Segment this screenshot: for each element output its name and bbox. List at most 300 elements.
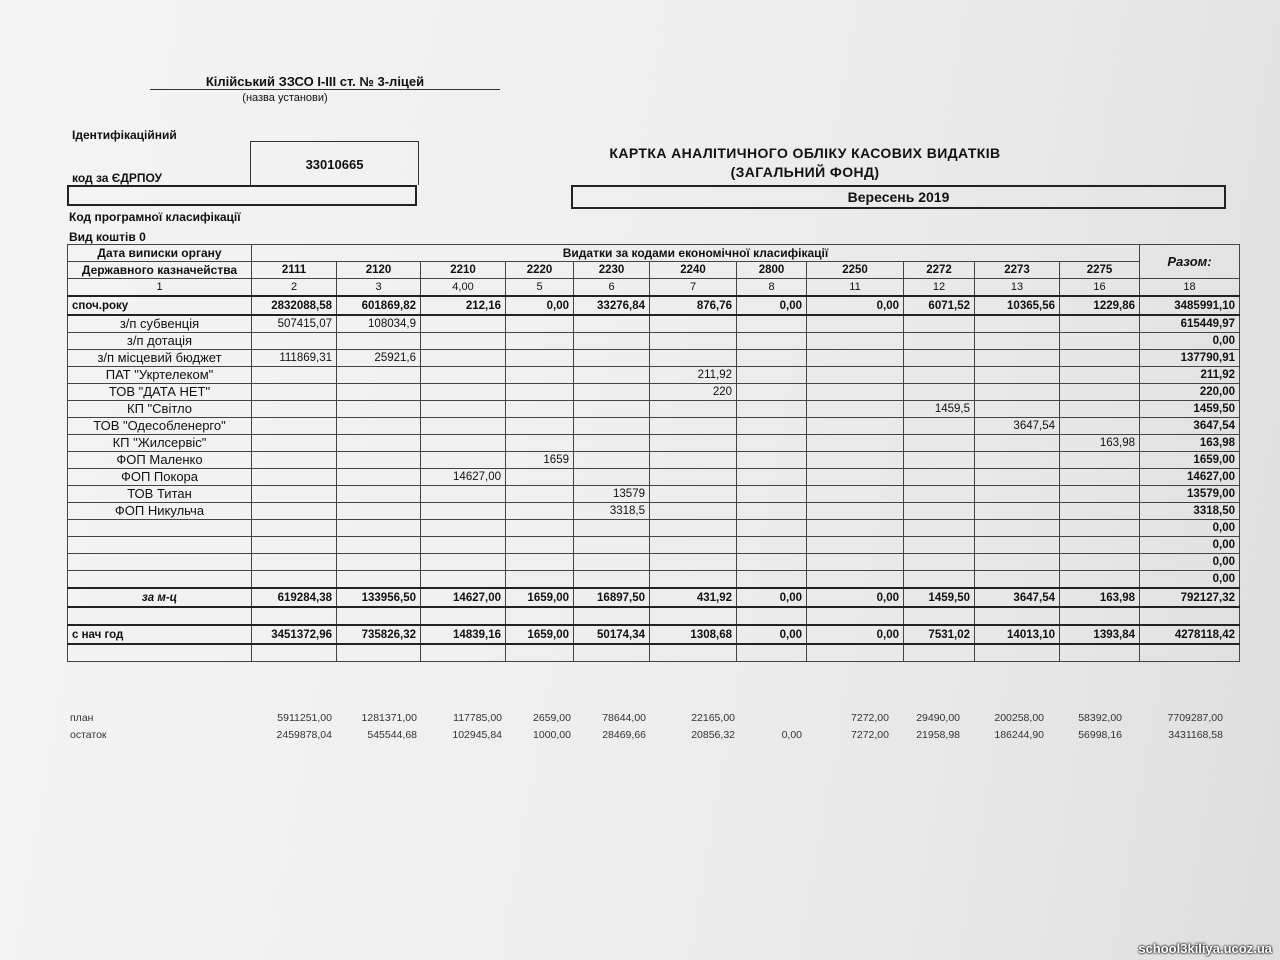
cell-value: 1459,50 <box>904 588 975 607</box>
cell-value <box>807 367 904 384</box>
cell-value <box>650 537 737 554</box>
table-row <box>68 350 1240 367</box>
table-row <box>68 469 1240 486</box>
plan-row-value: 29490,00 <box>916 712 960 724</box>
col-number: 7 <box>650 279 737 297</box>
cell-value <box>807 554 904 571</box>
cell-value <box>904 384 975 401</box>
row-label: ПАТ "Укртелеком" <box>68 367 252 384</box>
cell-value <box>574 367 650 384</box>
row-label: ФОП Никульча <box>68 503 252 520</box>
cell-value: 25921,6 <box>337 350 421 367</box>
institution-name: Кілійський ЗЗСО I-III ст. № 3-ліцей <box>205 74 425 89</box>
cell-value <box>904 469 975 486</box>
row-label: за м-ц <box>68 588 252 607</box>
remainder-row-value: 20856,32 <box>691 729 735 741</box>
table-row <box>68 435 1240 452</box>
col-number: 18 <box>1140 279 1240 297</box>
cell-value <box>975 315 1060 333</box>
cell-value: 2832088,58 <box>252 296 337 315</box>
cell-value <box>737 452 807 469</box>
cell-value <box>421 452 506 469</box>
col-number: 11 <box>807 279 904 297</box>
cell-value <box>421 520 506 537</box>
cell-value <box>807 571 904 589</box>
cell-value <box>252 520 337 537</box>
cell-value <box>737 367 807 384</box>
cell-value <box>421 315 506 333</box>
cell-value <box>506 469 574 486</box>
cell-value <box>337 333 421 350</box>
row-label <box>68 520 252 537</box>
cell-value <box>650 435 737 452</box>
remainder-row-value: 3431168,58 <box>1168 729 1223 741</box>
cell-value <box>737 571 807 589</box>
cell-value: 0,00 <box>1140 554 1240 571</box>
cell-value <box>506 571 574 589</box>
cell-value <box>737 503 807 520</box>
cell-value: 1459,50 <box>1140 401 1240 418</box>
code-header: 2111 <box>252 262 337 279</box>
row-label <box>68 571 252 589</box>
cell-value <box>337 384 421 401</box>
cell-value: 1393,84 <box>1060 625 1140 644</box>
cell-value <box>904 315 975 333</box>
table-row <box>68 571 1240 589</box>
cell-value <box>252 384 337 401</box>
cell-value <box>421 350 506 367</box>
row-label: з/п дотація <box>68 333 252 350</box>
program-label: Код програмної класифікації <box>69 210 241 224</box>
cell-value <box>574 537 650 554</box>
date-label-2: Державного казначейства <box>68 262 252 279</box>
cell-value: 211,92 <box>1140 367 1240 384</box>
cell-value: 3318,5 <box>574 503 650 520</box>
cell-value <box>252 452 337 469</box>
remainder-row-value: 545544,68 <box>367 729 417 741</box>
cell-value <box>904 367 975 384</box>
table-row <box>68 452 1240 469</box>
cell-value <box>421 537 506 554</box>
cell-value: 220,00 <box>1140 384 1240 401</box>
table-row <box>68 520 1240 537</box>
table-row <box>68 554 1240 571</box>
month-total-row <box>68 588 1240 607</box>
cell-value: 0,00 <box>1140 537 1240 554</box>
table-row <box>68 503 1240 520</box>
cell-value <box>574 401 650 418</box>
cell-value <box>506 503 574 520</box>
cell-value: 1659,00 <box>506 588 574 607</box>
cell-value <box>574 435 650 452</box>
cell-value: 601869,82 <box>337 296 421 315</box>
cell-value <box>807 469 904 486</box>
col-number: 13 <box>975 279 1060 297</box>
cell-value <box>904 486 975 503</box>
cell-value: 3318,50 <box>1140 503 1240 520</box>
remainder-row-value: 0,00 <box>781 729 802 741</box>
cell-value: 0,00 <box>1140 333 1240 350</box>
edrpou-code: 33010665 <box>250 141 419 185</box>
cell-value <box>807 537 904 554</box>
table-row <box>68 333 1240 350</box>
cell-value <box>807 503 904 520</box>
remainder-row-value: 2459878,04 <box>276 729 332 741</box>
remainder-row-value: 21958,98 <box>916 729 960 741</box>
plan-row-value: 58392,00 <box>1078 712 1122 724</box>
cell-value <box>252 401 337 418</box>
cell-value <box>252 571 337 589</box>
cell-value <box>904 435 975 452</box>
cell-value <box>421 554 506 571</box>
cell-value <box>506 520 574 537</box>
row-label: ТОВ Титан <box>68 486 252 503</box>
code-header: 2800 <box>737 262 807 279</box>
row-label: ФОП Покора <box>68 469 252 486</box>
cell-value <box>1060 418 1140 435</box>
cell-value <box>737 333 807 350</box>
cell-value <box>807 486 904 503</box>
date-label-1: Дата виписки органу <box>68 245 252 262</box>
table-row <box>68 384 1240 401</box>
code-header: 2220 <box>506 262 574 279</box>
cell-value <box>337 452 421 469</box>
cell-value <box>506 333 574 350</box>
cell-value: 163,98 <box>1060 435 1140 452</box>
cell-value <box>904 554 975 571</box>
cell-value <box>252 537 337 554</box>
row-label <box>68 554 252 571</box>
code-header: 2272 <box>904 262 975 279</box>
code-header: 2250 <box>807 262 904 279</box>
cell-value: 0,00 <box>737 588 807 607</box>
table-row <box>68 537 1240 554</box>
row-label: з/п субвенція <box>68 315 252 333</box>
cell-value <box>421 367 506 384</box>
cell-value <box>574 554 650 571</box>
plan-row-value: 78644,00 <box>602 712 646 724</box>
cell-value <box>975 452 1060 469</box>
cell-value: 0,00 <box>807 296 904 315</box>
cell-value <box>1060 537 1140 554</box>
cell-value: 3485991,10 <box>1140 296 1240 315</box>
cell-value <box>1060 315 1140 333</box>
institution-underline <box>150 89 500 90</box>
header-row-2 <box>68 262 1240 279</box>
cell-value <box>975 537 1060 554</box>
cell-value: 615449,97 <box>1140 315 1240 333</box>
cell-value <box>1060 486 1140 503</box>
cell-value <box>506 537 574 554</box>
cell-value <box>574 452 650 469</box>
row-label: КП "Жилсервіс" <box>68 435 252 452</box>
cell-value: 1659,00 <box>506 625 574 644</box>
cell-value <box>807 401 904 418</box>
cell-value <box>506 435 574 452</box>
cell-value <box>975 435 1060 452</box>
cell-value <box>506 401 574 418</box>
cell-value: 14013,10 <box>975 625 1060 644</box>
remainder-row-value: 7272,00 <box>851 729 889 741</box>
cell-value <box>807 384 904 401</box>
cell-value <box>574 350 650 367</box>
cell-value <box>904 333 975 350</box>
row-label: з/п місцевий бюджет <box>68 350 252 367</box>
cell-value: 212,16 <box>421 296 506 315</box>
cell-value: 0,00 <box>807 625 904 644</box>
cell-value <box>337 401 421 418</box>
cell-value: 0,00 <box>1140 520 1240 537</box>
cell-value <box>1060 503 1140 520</box>
institution-caption: (назва установи) <box>242 92 328 104</box>
cell-value: 0,00 <box>1140 571 1240 589</box>
cell-value <box>650 418 737 435</box>
cell-value <box>252 469 337 486</box>
cell-value <box>807 333 904 350</box>
cell-value: 431,92 <box>650 588 737 607</box>
cell-value <box>1060 571 1140 589</box>
cell-value <box>337 503 421 520</box>
cell-value: 0,00 <box>737 296 807 315</box>
cell-value <box>904 537 975 554</box>
cell-value <box>1060 401 1140 418</box>
cell-value: 163,98 <box>1140 435 1240 452</box>
funds-label: Вид коштів 0 <box>69 230 146 244</box>
cell-value <box>574 520 650 537</box>
cell-value <box>252 554 337 571</box>
watermark: school3kiliya.ucoz.ua <box>1138 941 1272 956</box>
cell-value: 14627,00 <box>1140 469 1240 486</box>
cell-value: 111869,31 <box>252 350 337 367</box>
total-label: Разом: <box>1140 245 1240 279</box>
cell-value <box>975 520 1060 537</box>
cell-value <box>650 333 737 350</box>
cell-value <box>506 367 574 384</box>
cell-value: 13579,00 <box>1140 486 1240 503</box>
remainder-row-value: 28469,66 <box>602 729 646 741</box>
plan-row-value: 117785,00 <box>453 712 502 724</box>
cell-value <box>737 401 807 418</box>
cell-value: 14839,16 <box>421 625 506 644</box>
cell-value <box>650 452 737 469</box>
cell-value <box>574 418 650 435</box>
cell-value <box>252 418 337 435</box>
table-row <box>68 401 1240 418</box>
cell-value <box>650 315 737 333</box>
cell-value <box>574 571 650 589</box>
cell-value <box>650 469 737 486</box>
col-number: 8 <box>737 279 807 297</box>
program-code-box <box>67 185 417 206</box>
cell-value: 1459,5 <box>904 401 975 418</box>
cell-value <box>337 520 421 537</box>
col-numbers-row <box>68 279 1240 297</box>
cell-value: 3647,54 <box>1140 418 1240 435</box>
plan-row-label: план <box>70 712 94 724</box>
cell-value: 1659,00 <box>1140 452 1240 469</box>
cell-value <box>574 315 650 333</box>
remainder-row-value: 102945,84 <box>452 729 502 741</box>
cell-value: 137790,91 <box>1140 350 1240 367</box>
cell-value <box>650 350 737 367</box>
cell-value <box>807 350 904 367</box>
cell-value: 163,98 <box>1060 588 1140 607</box>
code-header: 2275 <box>1060 262 1140 279</box>
cell-value: 3647,54 <box>975 588 1060 607</box>
col-number: 12 <box>904 279 975 297</box>
row-label <box>68 537 252 554</box>
cell-value <box>975 401 1060 418</box>
cell-value: 0,00 <box>737 625 807 644</box>
cell-value: 33276,84 <box>574 296 650 315</box>
cell-value: 4278118,42 <box>1140 625 1240 644</box>
cell-value <box>1060 554 1140 571</box>
cell-value <box>807 520 904 537</box>
cell-value <box>975 469 1060 486</box>
cell-value: 14627,00 <box>421 588 506 607</box>
cell-value <box>337 469 421 486</box>
cell-value <box>421 384 506 401</box>
cell-value: 1308,68 <box>650 625 737 644</box>
cell-value <box>337 537 421 554</box>
plan-row-value: 7272,00 <box>851 712 889 724</box>
cell-value: 619284,38 <box>252 588 337 607</box>
cell-value <box>506 315 574 333</box>
cell-value <box>904 520 975 537</box>
cell-value <box>904 350 975 367</box>
cell-value: 3451372,96 <box>252 625 337 644</box>
cell-value <box>574 469 650 486</box>
cell-value <box>1060 452 1140 469</box>
cell-value <box>506 384 574 401</box>
cell-value <box>506 486 574 503</box>
group-label: Видатки за кодами економічної класифікації <box>252 245 1140 262</box>
cell-value <box>1060 367 1140 384</box>
code-header: 2240 <box>650 262 737 279</box>
cell-value <box>252 486 337 503</box>
cell-value <box>506 418 574 435</box>
col-number: 6 <box>574 279 650 297</box>
cell-value <box>904 503 975 520</box>
cell-value: 0,00 <box>807 588 904 607</box>
cell-value: 211,92 <box>650 367 737 384</box>
cell-value <box>975 486 1060 503</box>
cell-value <box>421 486 506 503</box>
cell-value: 50174,34 <box>574 625 650 644</box>
cell-value <box>650 520 737 537</box>
code-header: 2210 <box>421 262 506 279</box>
col-number: 5 <box>506 279 574 297</box>
col-number: 2 <box>252 279 337 297</box>
cell-value <box>975 554 1060 571</box>
row-label: КП "Світло <box>68 401 252 418</box>
row-label: ТОВ "ДАТА НЕТ" <box>68 384 252 401</box>
cell-value: 1229,86 <box>1060 296 1140 315</box>
cell-value <box>337 418 421 435</box>
remainder-row-value: 1000,00 <box>533 729 571 741</box>
expenses-table <box>67 244 1240 662</box>
cell-value <box>737 554 807 571</box>
cell-value <box>421 571 506 589</box>
cell-value: 1659 <box>506 452 574 469</box>
cell-value <box>737 435 807 452</box>
cell-value: 0,00 <box>506 296 574 315</box>
plan-row-value: 5911251,00 <box>277 712 332 724</box>
cell-value <box>737 520 807 537</box>
cell-value <box>737 350 807 367</box>
cell-value <box>1060 384 1140 401</box>
cell-value <box>975 384 1060 401</box>
row-label: ФОП Маленко <box>68 452 252 469</box>
cell-value <box>975 350 1060 367</box>
cell-value <box>807 315 904 333</box>
cell-value <box>252 333 337 350</box>
col-number: 3 <box>337 279 421 297</box>
cell-value <box>975 503 1060 520</box>
cell-value <box>337 486 421 503</box>
cell-value: 16897,50 <box>574 588 650 607</box>
cell-value <box>421 418 506 435</box>
cell-value <box>252 367 337 384</box>
cell-value <box>650 571 737 589</box>
cell-value <box>252 503 337 520</box>
document-title <box>560 144 1050 182</box>
plan-row-value: 7709287,00 <box>1167 712 1223 724</box>
plan-row-value: 200258,00 <box>994 712 1044 724</box>
cell-value <box>975 571 1060 589</box>
month-box: Вересень 2019 <box>571 185 1226 209</box>
code-header: 2230 <box>574 262 650 279</box>
cell-value: 6071,52 <box>904 296 975 315</box>
cell-value <box>421 401 506 418</box>
cell-value: 14627,00 <box>421 469 506 486</box>
cell-value <box>421 333 506 350</box>
cell-value <box>737 384 807 401</box>
cell-value <box>421 503 506 520</box>
cell-value: 792127,32 <box>1140 588 1240 607</box>
cell-value: 133956,50 <box>337 588 421 607</box>
cell-value <box>737 469 807 486</box>
cell-value <box>737 315 807 333</box>
header-row-1 <box>68 245 1240 262</box>
cell-value <box>506 554 574 571</box>
cell-value <box>421 435 506 452</box>
cell-value <box>807 435 904 452</box>
cell-value <box>506 350 574 367</box>
table-row <box>68 367 1240 384</box>
title-line-1: КАРТКА АНАЛІТИЧНОГО ОБЛІКУ КАСОВИХ ВИДАТКІВ <box>609 145 1001 161</box>
cell-value <box>904 418 975 435</box>
row-label: ТОВ "Одесобленерго" <box>68 418 252 435</box>
cell-value <box>904 452 975 469</box>
col-number: 1 <box>68 279 252 297</box>
cell-value <box>337 367 421 384</box>
table-row <box>68 418 1240 435</box>
cell-value: 507415,07 <box>252 315 337 333</box>
cell-value <box>650 401 737 418</box>
code-header: 2273 <box>975 262 1060 279</box>
row-label: споч.року <box>68 296 252 315</box>
cell-value: 13579 <box>574 486 650 503</box>
cell-value <box>737 418 807 435</box>
cell-value <box>650 503 737 520</box>
id-label: Ідентифікаційний <box>72 128 177 142</box>
cell-value <box>975 367 1060 384</box>
cell-value <box>574 384 650 401</box>
table-row <box>68 486 1240 503</box>
cell-value <box>807 418 904 435</box>
row-label: с нач год <box>68 625 252 644</box>
